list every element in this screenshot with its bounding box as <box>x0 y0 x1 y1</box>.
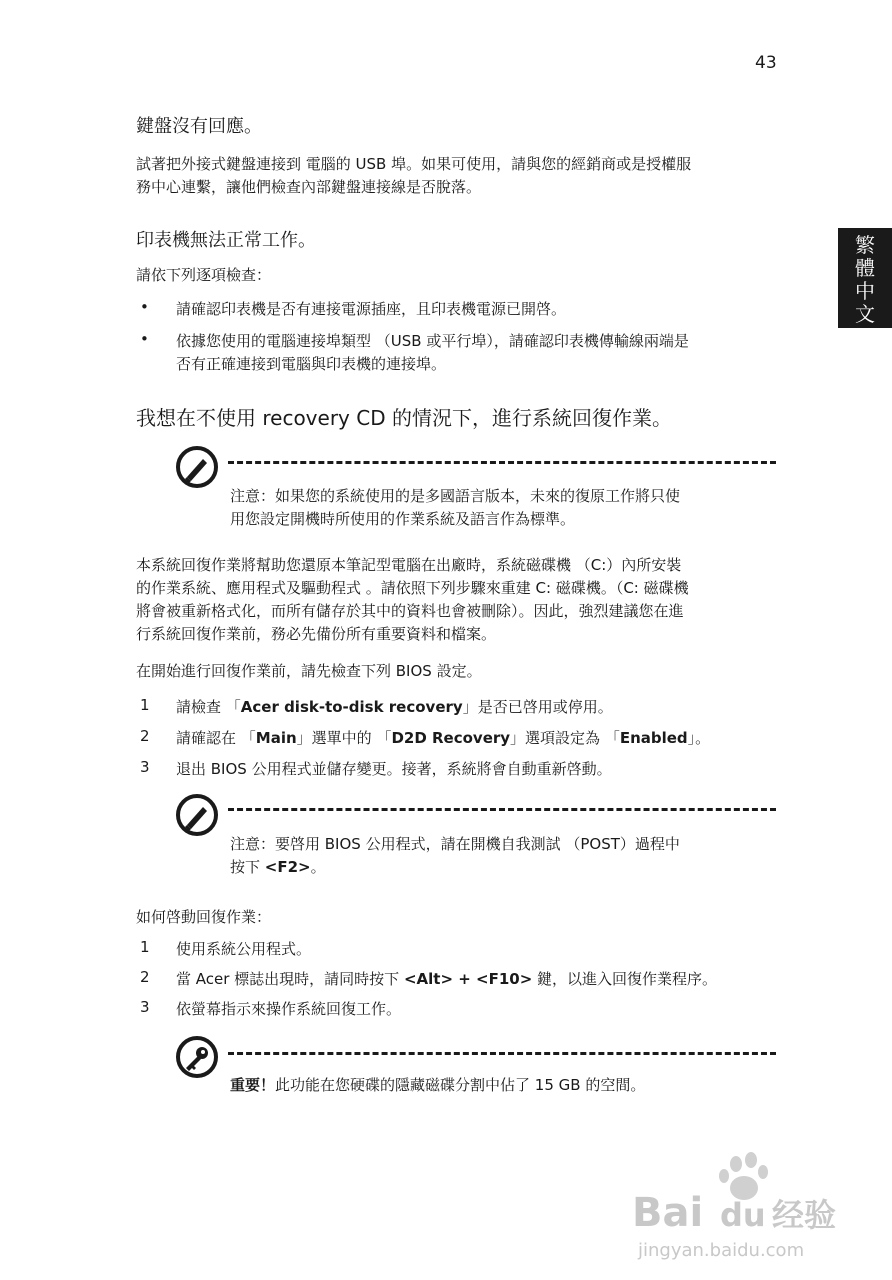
watermark-suffix: 经验 <box>772 1196 837 1234</box>
section-heading-recovery: 我想在不使用 recovery CD 的情況下，進行系統回復作業。 <box>136 406 672 430</box>
language-tab-char: 繁 <box>855 233 875 257</box>
how-step-3: 依螢幕指示來操作系統回復工作。 <box>176 1000 402 1018</box>
note-divider <box>228 461 776 464</box>
paragraph-line: 試著把外接式鍵盤連接到 電腦的 USB 埠。如果可使用，請與您的經銷商或是授權服 <box>136 155 692 173</box>
step-number: 3 <box>140 998 150 1016</box>
note-line: 用您設定開機時所使用的作業系統及語言作為標準。 <box>230 510 576 528</box>
important-note <box>230 1074 770 1097</box>
paragraph-line: 本系統回復作業將幫助您還原本筆記型電腦在出廠時，系統磁碟機 （C:）內所安裝 <box>136 556 682 574</box>
note-multilingual <box>230 485 770 531</box>
important-text: 此功能在您硬碟的隱藏磁碟分割中佔了 15 GB 的空間。 <box>275 1076 646 1094</box>
paragraph-line: 行系統回復作業前，務必先備份所有重要資料和檔案。 <box>136 625 497 643</box>
note-text: 。 <box>310 858 326 876</box>
note-line: 注意：要啓用 BIOS 公用程式，請在開機自我測試 （POST）過程中 <box>230 835 680 853</box>
paragraph-line: 務中心連繫，讓他們檢查內部鍵盤連接線是否脫落。 <box>136 178 482 196</box>
bullet-marker: • <box>140 298 149 316</box>
note-divider <box>228 808 776 811</box>
step-emphasis: Enabled <box>619 729 688 747</box>
step-text: 」選單中的 「 <box>296 729 392 747</box>
step-emphasis: Main <box>255 729 297 747</box>
printer-bullet-2 <box>176 330 776 376</box>
step-number: 1 <box>140 696 150 714</box>
bios-step-2 <box>176 727 776 750</box>
step-number: 1 <box>140 938 150 956</box>
step-text: 」。 <box>687 729 711 747</box>
section-heading-printer: 印表機無法正常工作。 <box>136 230 316 251</box>
step-text: 」是否已啓用或停用。 <box>462 698 613 716</box>
important-label: 重要！ <box>230 1076 276 1094</box>
note-icon <box>174 792 220 838</box>
bullet-line: 依據您使用的電腦連接埠類型 （USB 或平行埠），請確認印表機傳輸線兩端是 <box>176 332 689 350</box>
step-number: 2 <box>140 727 150 745</box>
printer-intro: 請依下列逐項檢查： <box>136 266 272 284</box>
bullet-line: 請確認印表機是否有連接電源插座，且印表機電源已開啓。 <box>176 300 567 318</box>
step-text: 請檢查 「 <box>176 698 241 716</box>
bullet-marker: • <box>140 330 149 348</box>
printer-bullet-1 <box>176 298 776 321</box>
watermark-logo-du: du <box>720 1196 766 1234</box>
bullet-line: 否有正確連接到電腦與印表機的連接埠。 <box>176 355 447 373</box>
watermark-url: jingyan.baidu.com <box>638 1240 805 1261</box>
key-icon <box>174 1034 220 1080</box>
page-number: 43 <box>755 53 777 73</box>
paw-icon <box>719 1152 768 1200</box>
important-divider <box>228 1052 776 1055</box>
step-number: 2 <box>140 968 150 986</box>
step-emphasis: D2D Recovery <box>391 729 511 747</box>
step-emphasis: <Alt> + <F10> <box>403 970 533 988</box>
note-key: <F2> <box>264 858 311 876</box>
step-text: 請確認在 「 <box>176 729 256 747</box>
note-icon <box>174 444 220 490</box>
language-tab-char: 文 <box>855 302 875 326</box>
step-text: 」選項設定為 「 <box>510 729 620 747</box>
language-tab-char: 中 <box>855 279 875 303</box>
keyboard-paragraph <box>136 153 776 199</box>
bios-step-1 <box>176 696 776 719</box>
note-text: 按下 <box>230 858 265 876</box>
watermark-logo: Bai <box>632 1190 704 1236</box>
language-tab <box>838 228 892 328</box>
how-step-1: 使用系統公用程式。 <box>176 940 312 958</box>
note-bios <box>230 833 770 879</box>
recovery-paragraph <box>136 554 776 646</box>
step-text: 當 Acer 標誌出現時，請同時按下 <box>176 970 404 988</box>
bios-step-3: 退出 BIOS 公用程式並儲存變更。接著，系統將會自動重新啓動。 <box>176 760 612 778</box>
paragraph-line: 的作業系統、應用程式及驅動程式 。請依照下列步驟來重建 C: 磁碟機。（C: 磁碟機 <box>136 579 689 597</box>
step-text: 鍵，以進入回復作業程序。 <box>532 970 718 988</box>
baidu-watermark <box>624 1148 864 1268</box>
step-emphasis: Acer disk-to-disk recovery <box>240 698 463 716</box>
bios-intro: 在開始進行回復作業前，請先檢查下列 BIOS 設定。 <box>136 662 482 680</box>
section-heading-keyboard: 鍵盤沒有回應。 <box>136 116 262 137</box>
paragraph-line: 將會被重新格式化，而所有儲存於其中的資料也會被刪除）。因此，強烈建議您在進 <box>136 602 684 620</box>
note-line: 注意：如果您的系統使用的是多國語言版本，未來的復原工作將只使 <box>230 487 681 505</box>
language-tab-char: 體 <box>855 256 875 280</box>
how-to-title: 如何啓動回復作業： <box>136 908 272 926</box>
note-line <box>230 856 770 879</box>
how-step-2 <box>176 968 776 991</box>
step-number: 3 <box>140 758 150 776</box>
